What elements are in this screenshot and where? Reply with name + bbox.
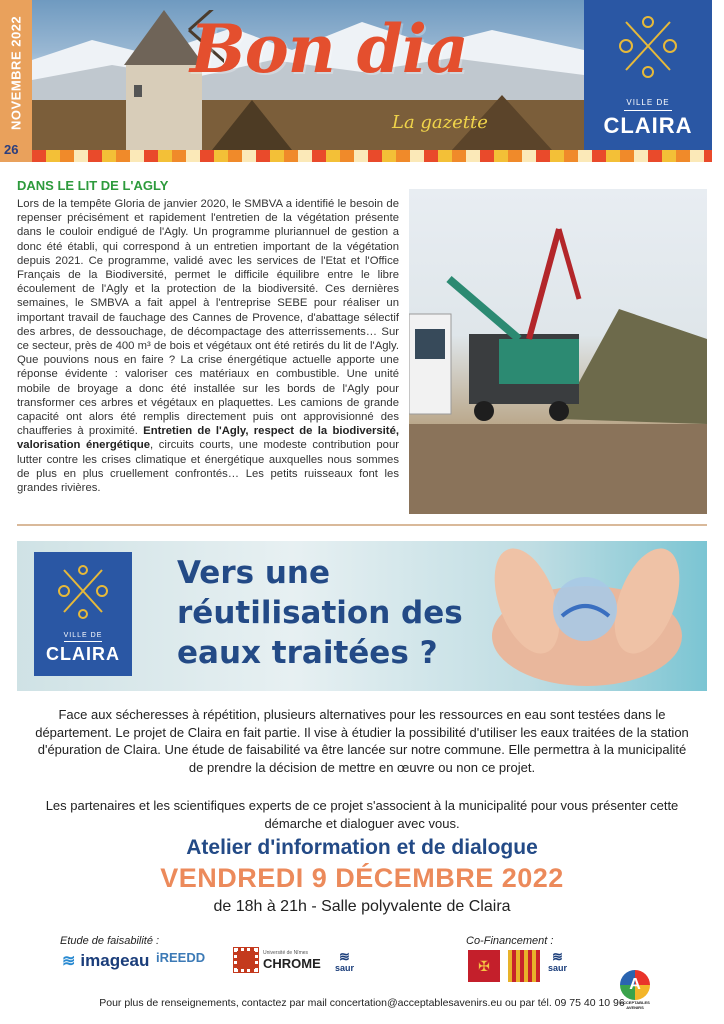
article-text-part1: Lors de la tempête Gloria de janvier 2020, le SMBVA a identifié le besoin de repenser précisément et rapidement l'entretien de la végétation présente dans le couloir endigué de l'Agly. Un programme pluriannuel de gestion a donc été établi, qui correspond à un entretien important de la végétation depuis 2021. Ce programme, validé avec les services de l'Etat et l'Office Français de la Biodiversité, permet le difficile équilibre entre le libre écoulement de l'Agly et la protection de la biodiversité. Ces dernières semaines, le SMBVA a fait appel à l'entreprise SEBE pour réaliser un important travail de fauchage des Cannes de Provence, d'abattage sélectif des arbres, de dessouchage, de décompactage des atterrissements… Sur ce secteur, près de 400 m³ de bois et végétaux ont été retirés du lit de l'Agly. Que pouvions nous en faire ? La crise énergétique actuelle apporte une réponse évidente : valoriser ces matériaux en combustible. Une unité mobile de broyage a donc été installée sur les bords de l'Agly pour transformer ces arbres et végétaux en plaquettes. Les camions de grande capacité ont alors été remplis directement puis ont approvisionné des chaufferies à proximité.: [17, 198, 399, 438]
banner-title-line1: Vers une: [177, 555, 331, 591]
info-paragraph-1: Face aux sécheresses à répétition, plusieurs alternatives pour les ressources en eau sont testées dans le département. Le projet de Claira en fait partie. Il vise à étudier la possibilité d'utiliser les eaux traitées de la station d'épuration de Claira. Une étude de faisabilité va être lancée sur notre commune. Elle permettra à la municipalité de prendre la décision de mettre en œuvre ou non ce projet.: [35, 707, 689, 775]
ireedd-logo: [156, 950, 205, 965]
claira-emblem-icon: [584, 0, 712, 95]
imageau-logo-text: imageau: [80, 951, 150, 970]
occitanie-logo: [468, 950, 500, 982]
saur-wave-icon: ≋: [552, 949, 563, 964]
magazine-subtitle: La gazette: [392, 112, 488, 133]
logo-ville-text: VILLE DE: [626, 98, 670, 107]
imageau-logo: [62, 951, 149, 971]
chrome-logo: [234, 948, 321, 972]
chrome-square-icon: [234, 948, 258, 972]
banner-claira-logo: [34, 552, 132, 676]
banner-logo-divider: [64, 641, 102, 642]
magazine-title: Bon dia: [190, 10, 468, 88]
article-text-part2: , circuits courts, une modeste contribution pour lutter contre les crises climatique et énergétique auxquelles nous sommes de plus en plus cruellement confrontés… Les petits ruisseaux font les grandes rivières.: [17, 439, 400, 495]
water-reuse-banner: [17, 541, 707, 691]
claira-logo: [584, 0, 712, 156]
article-photo-shredder: [409, 189, 707, 514]
chrome-university-text: Université de Nîmes: [263, 949, 309, 956]
feasibility-label: Etude de faisabilité :: [60, 935, 160, 947]
saur-wave-icon: ≋: [339, 949, 350, 964]
ireedd-logo-text: iREEDD: [156, 950, 206, 965]
cofinancing-label: Co-Financement :: [466, 935, 554, 947]
section-separator: [17, 524, 707, 526]
saur-logo-text-2: saur: [548, 963, 568, 973]
saur-logo-cofinancing: [548, 950, 567, 973]
imageau-wave-icon: ≋: [62, 953, 76, 970]
hands-water-illustration: [467, 541, 707, 691]
article-bold-text: Entretien de l'Agly, respect de la biodiversité, valorisation énergétique: [17, 425, 399, 452]
article-title: DANS LE LIT DE L'AGLY: [17, 178, 169, 193]
header-date-strip: [0, 0, 32, 162]
occitanie-cross-icon: ✠: [478, 957, 490, 974]
chrome-logo-text: CHROME: [263, 955, 321, 971]
banner-title-line2: réutilisation des: [177, 595, 463, 631]
page-number: 26: [4, 142, 19, 157]
footer-contact: Pour plus de renseignements, contactez par mail concertation@acceptablesavenirs.eu ou par tél. 09 75 40 10 96: [99, 997, 625, 1009]
acceptables-avenirs-logo: A: [620, 970, 650, 1000]
logo-city-name: CLAIRA: [603, 113, 693, 138]
event-date: VENDREDI 9 DÉCEMBRE 2022: [160, 863, 564, 893]
shredder-machine-illustration: [409, 189, 707, 514]
banner-title: [177, 553, 467, 673]
event-time-location: de 18h à 21h - Salle polyvalente de Claira: [213, 898, 511, 915]
article-body: [17, 197, 399, 495]
event-title: Atelier d'information et de dialogue: [186, 836, 538, 859]
info-paragraph-2: Les partenaires et les scientifiques experts de ce projet s'associent à la municipalité pour vous présenter cette démarche et dialoguer avec vous.: [45, 798, 679, 831]
banner-logo-city-name: CLAIRA: [46, 644, 120, 664]
pyrenees-orientales-logo: [508, 950, 540, 982]
banner-claira-emblem-icon: [34, 552, 132, 630]
acceptables-avenirs-label: ACCEPTABLES AVENIRS: [620, 1000, 650, 1010]
logo-divider: [624, 110, 672, 111]
banner-logo-ville-text: VILLE DE: [63, 632, 103, 639]
issue-date: NOVEMBRE 2022: [8, 15, 24, 131]
banner-title-line3: eaux traitées ?: [177, 635, 438, 671]
header-stripe-bar: [32, 150, 712, 162]
saur-logo-feasibility: [335, 950, 354, 973]
saur-logo-text-1: saur: [335, 963, 355, 973]
